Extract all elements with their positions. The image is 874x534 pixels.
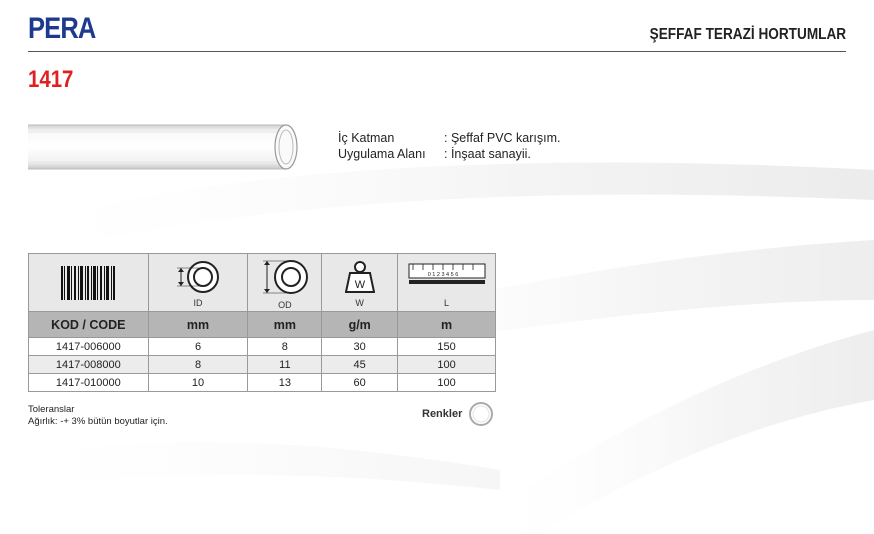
hose-image <box>28 122 300 172</box>
product-table <box>28 253 496 392</box>
spec-label: Uygulama Alanı <box>338 147 426 161</box>
col-length-unit: m <box>398 312 496 338</box>
weight-cell <box>322 254 398 312</box>
cell-length: 100 <box>398 374 496 392</box>
inner-diameter-icon <box>173 260 223 294</box>
id-caption: ID <box>193 298 203 308</box>
outer-diameter-cell <box>248 254 322 312</box>
cell-id: 6 <box>148 338 248 356</box>
header-row <box>29 312 496 338</box>
od-caption: OD <box>278 300 292 310</box>
spec-list <box>338 130 560 162</box>
cell-weight: 45 <box>322 356 398 374</box>
cell-od: 13 <box>248 374 322 392</box>
icon-row <box>29 254 496 312</box>
col-weight-unit: g/m <box>322 312 398 338</box>
cell-od: 11 <box>248 356 322 374</box>
table-row <box>29 374 496 392</box>
cell-od: 8 <box>248 338 322 356</box>
barcode-icon <box>59 264 117 302</box>
category-title: ŞEFFAF TERAZİ HORTUMLAR <box>649 26 846 43</box>
spec-value: : Şeffaf PVC karışım. <box>444 131 561 145</box>
col-od-unit: mm <box>248 312 322 338</box>
spec-label: İç Katman <box>338 131 395 145</box>
table-row <box>29 338 496 356</box>
cell-id: 8 <box>148 356 248 374</box>
tolerances-text: Ağırlık: -+ 3% bütün boyutlar için. <box>28 416 168 427</box>
inner-diameter-cell <box>148 254 248 312</box>
cell-weight: 60 <box>322 374 398 392</box>
cell-code: 1417-008000 <box>29 356 149 374</box>
header-divider <box>28 51 846 52</box>
cell-id: 10 <box>148 374 248 392</box>
colors-section <box>422 401 494 427</box>
col-code: KOD / CODE <box>29 312 149 338</box>
cell-code: 1417-010000 <box>29 374 149 392</box>
tolerances-note <box>28 404 168 428</box>
tolerances-title: Toleranslar <box>28 404 75 415</box>
l-caption: L <box>444 298 450 308</box>
w-caption: W <box>355 298 364 308</box>
ruler-digits: 0 1 2 3 4 5 6 <box>427 272 458 278</box>
ruler-icon <box>407 260 487 294</box>
barcode-cell <box>29 254 149 312</box>
svg-text:W: W <box>354 279 365 291</box>
cell-weight: 30 <box>322 338 398 356</box>
spec-inner-layer <box>338 130 560 146</box>
spec-value: : İnşaat sanayii. <box>444 147 531 161</box>
weight-icon <box>345 260 375 294</box>
cell-length: 100 <box>398 356 496 374</box>
product-code: 1417 <box>28 66 74 93</box>
cell-length: 150 <box>398 338 496 356</box>
colors-label: Renkler <box>422 408 463 420</box>
transparent-color-swatch-icon <box>468 401 494 427</box>
length-cell <box>398 254 496 312</box>
brand-logo: PERA <box>28 12 96 45</box>
spec-application-area <box>338 146 560 162</box>
outer-diameter-icon <box>259 258 311 296</box>
table-row <box>29 356 496 374</box>
cell-code: 1417-006000 <box>29 338 149 356</box>
col-id-unit: mm <box>148 312 248 338</box>
